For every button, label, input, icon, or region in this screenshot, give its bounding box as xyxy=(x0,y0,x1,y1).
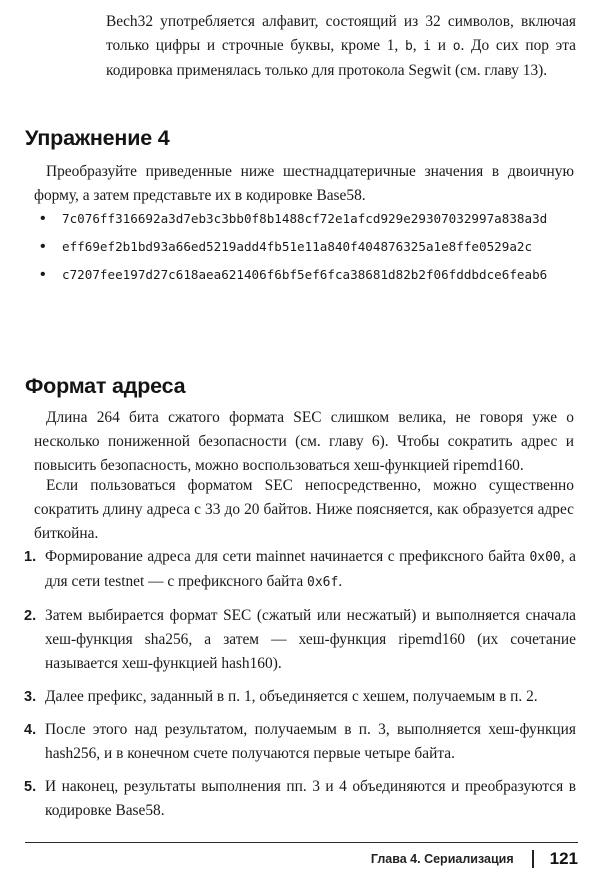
step-text: И наконец, результаты выполнения пп. 3 и 4 объединяются и преобразуются в кодировке Base58. xyxy=(45,778,576,819)
step-text: Формирование адреса для сети mainnet начинается с префиксного байта xyxy=(45,548,530,565)
address-format-heading: Формат адреса xyxy=(25,374,186,398)
step-text: Далее префикс, заданный в п. 1, объединяется с хешем, получаемым в п. 2. xyxy=(45,688,538,705)
step-number: 1. xyxy=(24,549,37,565)
page-footer xyxy=(371,847,578,871)
mainnet-prefix-code: 0x00 xyxy=(529,550,561,565)
intro-and: и xyxy=(431,37,453,54)
step-text: , а для сети testnet — с префиксного байта xyxy=(45,548,576,590)
step-text: . xyxy=(338,573,343,590)
testnet-prefix-code: 0x6f xyxy=(307,575,339,590)
step-number: 3. xyxy=(24,689,37,705)
list-item xyxy=(24,685,576,709)
footer-separator xyxy=(532,850,534,868)
chapter-title: Глава 4. Сериализация xyxy=(370,852,514,866)
letter-b: b xyxy=(404,39,413,54)
list-item xyxy=(40,236,550,258)
letter-o: o xyxy=(452,39,461,54)
intro-note-paragraph xyxy=(106,10,576,83)
hex-value: c7207fee197d27c618aea621406f6bf5ef6fca38681d82b2f06fddbdce6feab6 xyxy=(62,267,548,282)
page-number: 121 xyxy=(549,849,578,868)
footer-divider xyxy=(25,842,578,843)
list-item xyxy=(40,264,550,286)
list-item xyxy=(24,545,576,595)
intro-note-end: . До сих пор эта кодировка применялась только для протокола Segwit (см. главу 13). xyxy=(106,37,576,79)
hex-value: 7c076ff316692a3d7eb3c3bb0f8b1488cf72e1afcd929e29307032997a838a3d xyxy=(62,211,548,226)
address-steps-list xyxy=(24,545,576,832)
hex-value: eff69ef2b1bd93a66ed5219add4fb51e11a840f404876325a1e8ffe0529a2c xyxy=(62,239,533,254)
hex-value-list xyxy=(40,208,580,292)
bullet-icon: • xyxy=(40,266,46,283)
step-text: Затем выбирается формат SEC (сжатый или несжатый) и выполняется сначала хеш-функция sha256, а затем — хеш-функция ripemd160 (их сочетание называется хеш-функцией hash160). xyxy=(45,607,576,672)
step-number: 4. xyxy=(24,722,37,738)
list-item xyxy=(40,208,550,230)
address-paragraph-2: Если пользоваться форматом SEC непосредственно, можно существенно сократить длину адреса с 33 до 20 байтов. Ниже поясняется, как образуется адрес биткойна. xyxy=(34,477,574,542)
address-paragraph-1: Длина 264 бита сжатого формата SEC слишком велика, не говоря уже о несколько пониженной безопасности (см. главу 6). Чтобы сократить адрес и повысить безопасность, можно воспользоваться хеш-функцией ripemd160. xyxy=(34,409,574,474)
exercise-text: Преобразуйте приведенные ниже шестнадцатеричные значения в двоичную форму, а затем представьте их в кодировке Base58. xyxy=(34,163,574,204)
intro-note-text: Bech32 употребляется алфавит, состоящий из 32 символов, включая только цифры и строчные буквы, кроме 1, xyxy=(106,13,576,54)
step-number: 5. xyxy=(24,779,37,795)
list-item xyxy=(24,718,576,766)
bullet-icon: • xyxy=(40,210,46,227)
intro-comma: , xyxy=(412,37,424,54)
exercise-heading: Упражнение 4 xyxy=(25,126,170,150)
step-number: 2. xyxy=(24,608,37,624)
bullet-icon: • xyxy=(40,238,46,255)
letter-i: i xyxy=(423,39,432,54)
list-item xyxy=(24,775,576,823)
list-item xyxy=(24,604,576,676)
step-text: После этого над результатом, получаемым в п. 3, выполняется хеш-функция hash256, и в конечном счете получаются первые четыре байта. xyxy=(45,721,576,762)
